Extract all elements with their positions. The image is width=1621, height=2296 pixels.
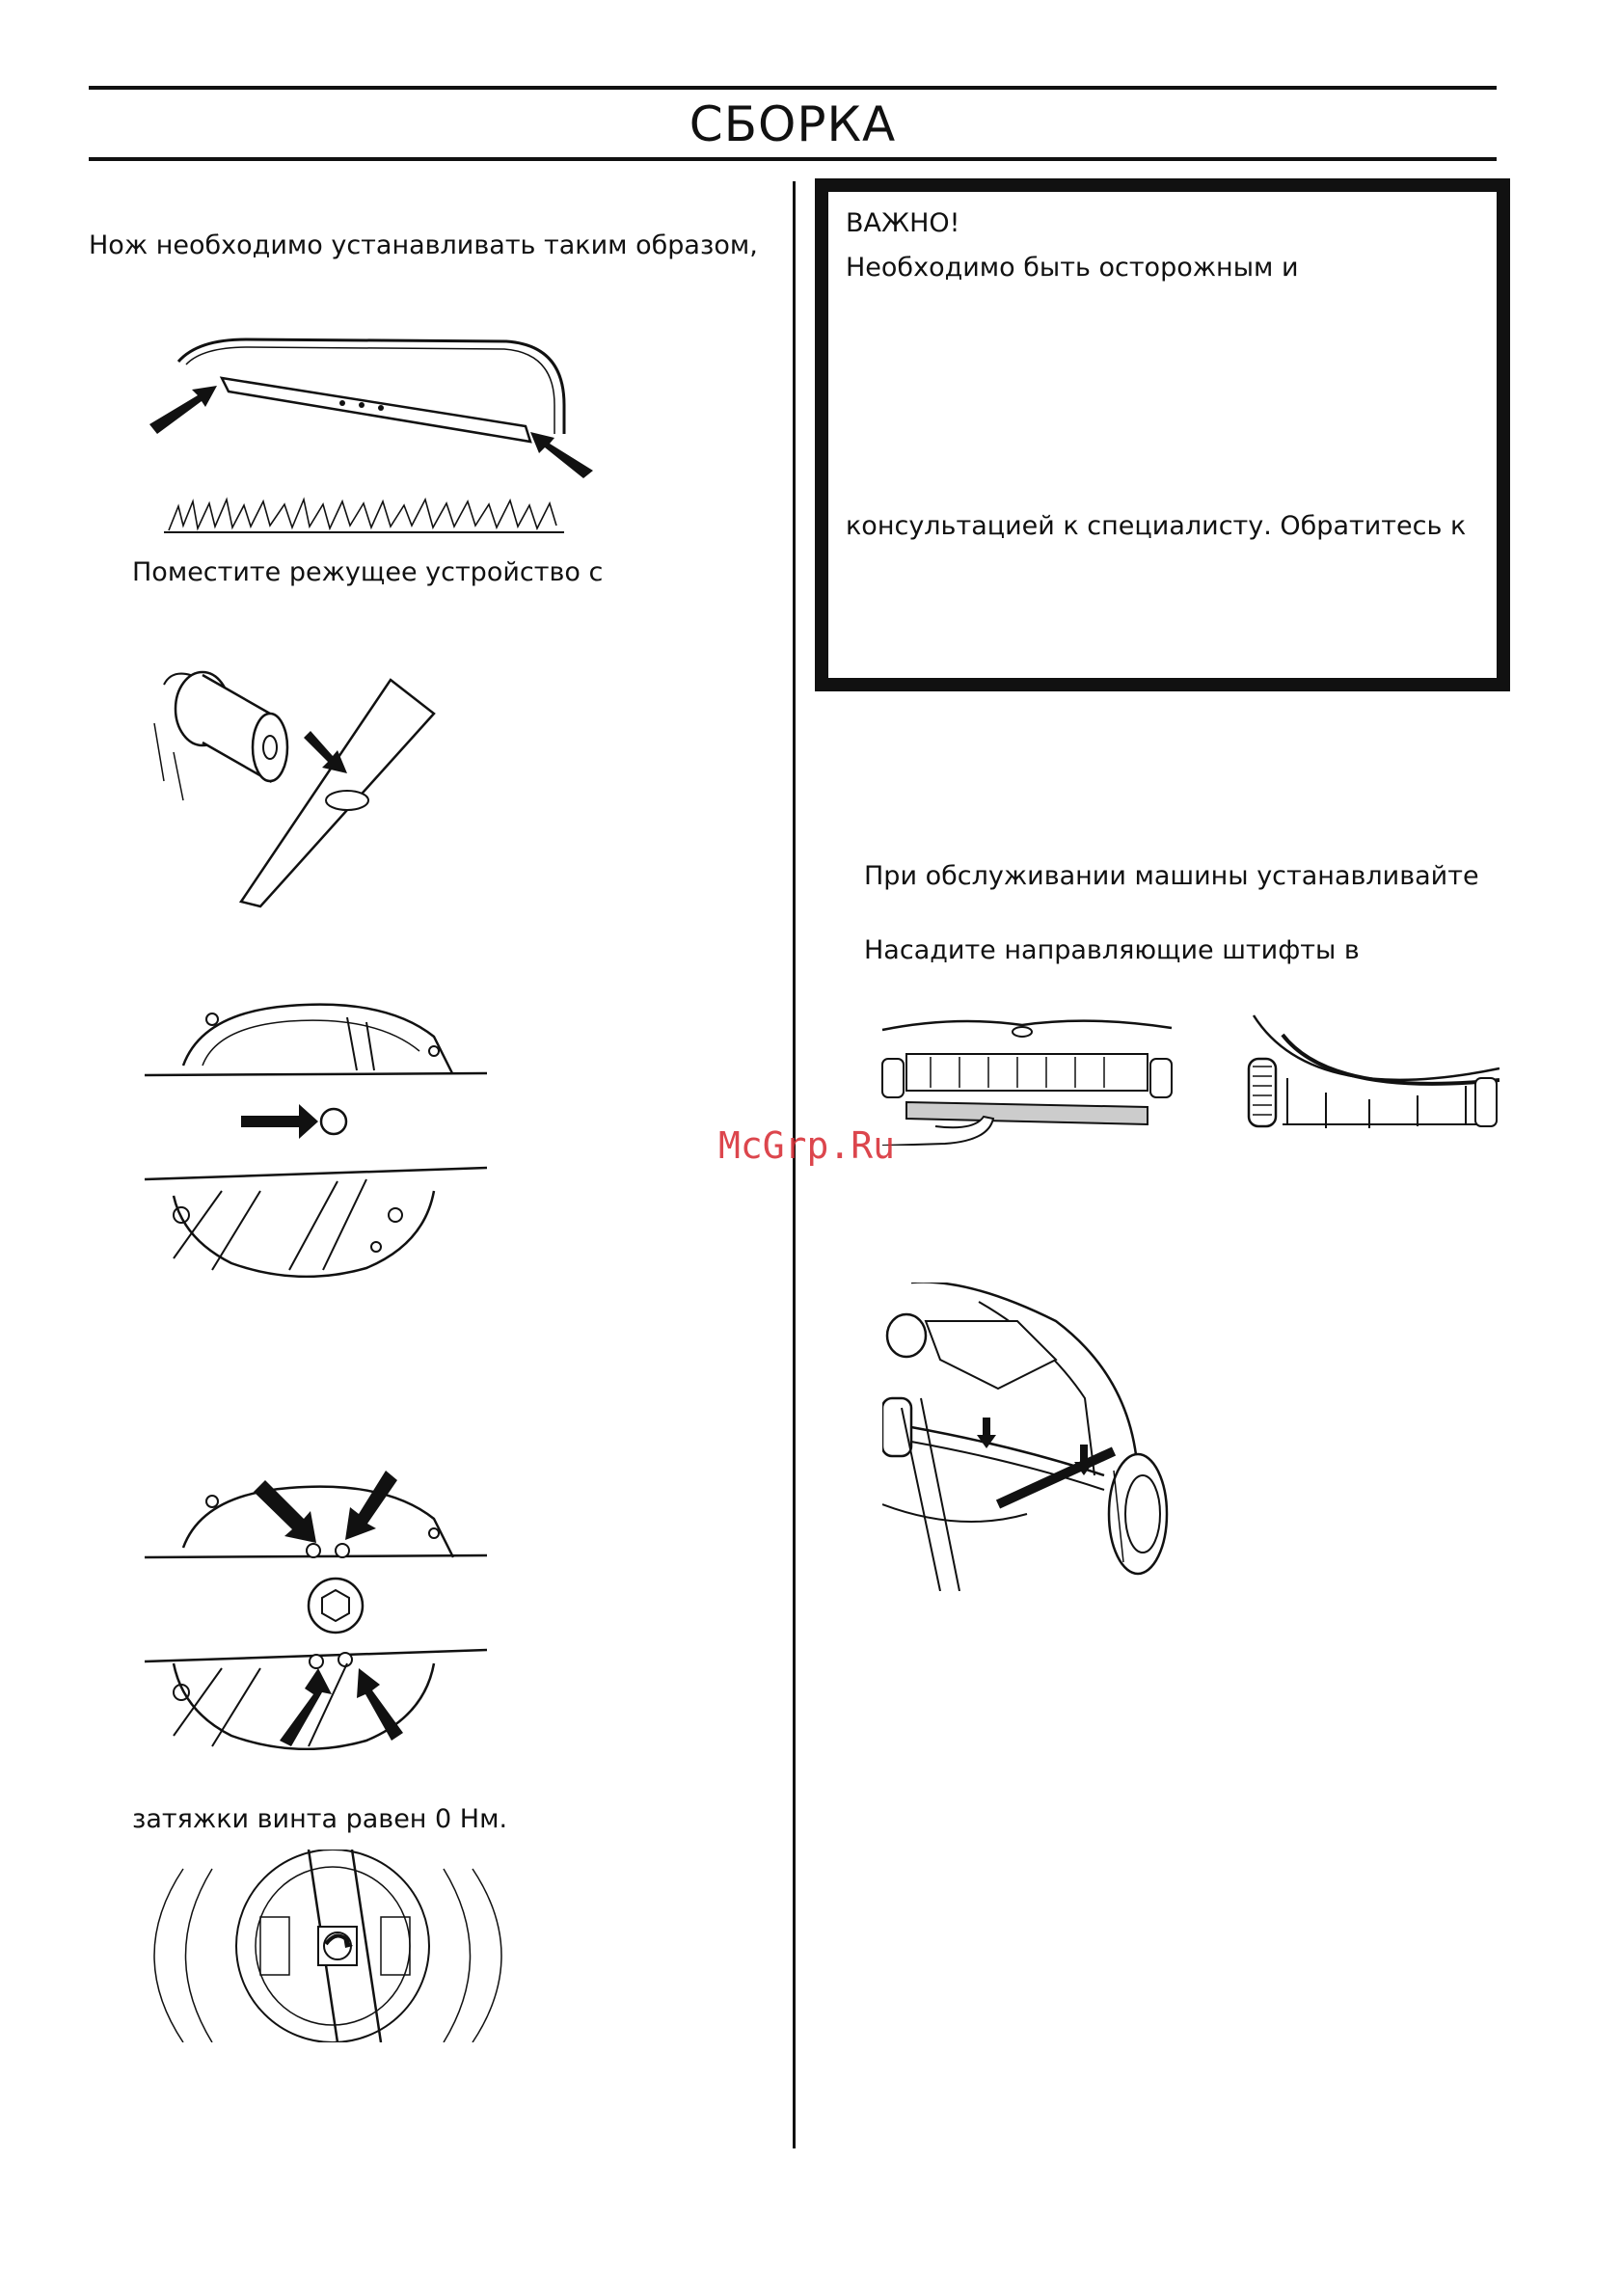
- warning-box: [815, 178, 1510, 691]
- torque-text: затяжки винта равен 0 Нм.: [132, 1804, 508, 1834]
- service-text: При обслуживании машины устанавливайте: [864, 861, 1479, 891]
- blade-orientation-text: Нож необходимо устанавливать таким образом,: [89, 230, 758, 260]
- place-cutter-text: Поместите режущее устройство с: [132, 557, 604, 587]
- guard-mounted-figure: [1244, 1011, 1499, 1131]
- header-top-rule: [89, 86, 1497, 90]
- warning-line-1: Необходимо быть осторожным и: [846, 253, 1299, 283]
- header-bottom-rule: [89, 157, 1497, 161]
- page-title: СБОРКА: [689, 96, 897, 152]
- blade-on-hub-figure: [145, 665, 453, 916]
- guide-pins-text: Насадите направляющие штифты в: [864, 935, 1360, 965]
- blade-pins-figure: [145, 1471, 492, 1750]
- blade-orientation-figure: [140, 328, 593, 540]
- warning-heading: ВАЖНО!: [846, 208, 960, 238]
- bolt-tighten-figure: [145, 1850, 511, 2042]
- rear-guard-figure: [878, 1011, 1176, 1146]
- watermark-text: McGrp.Ru: [718, 1124, 896, 1167]
- handle-screws-figure: [882, 1283, 1229, 1591]
- blade-alignment-figure: [145, 998, 492, 1278]
- warning-line-2: консультацией к специалисту. Обратитесь к: [846, 511, 1467, 541]
